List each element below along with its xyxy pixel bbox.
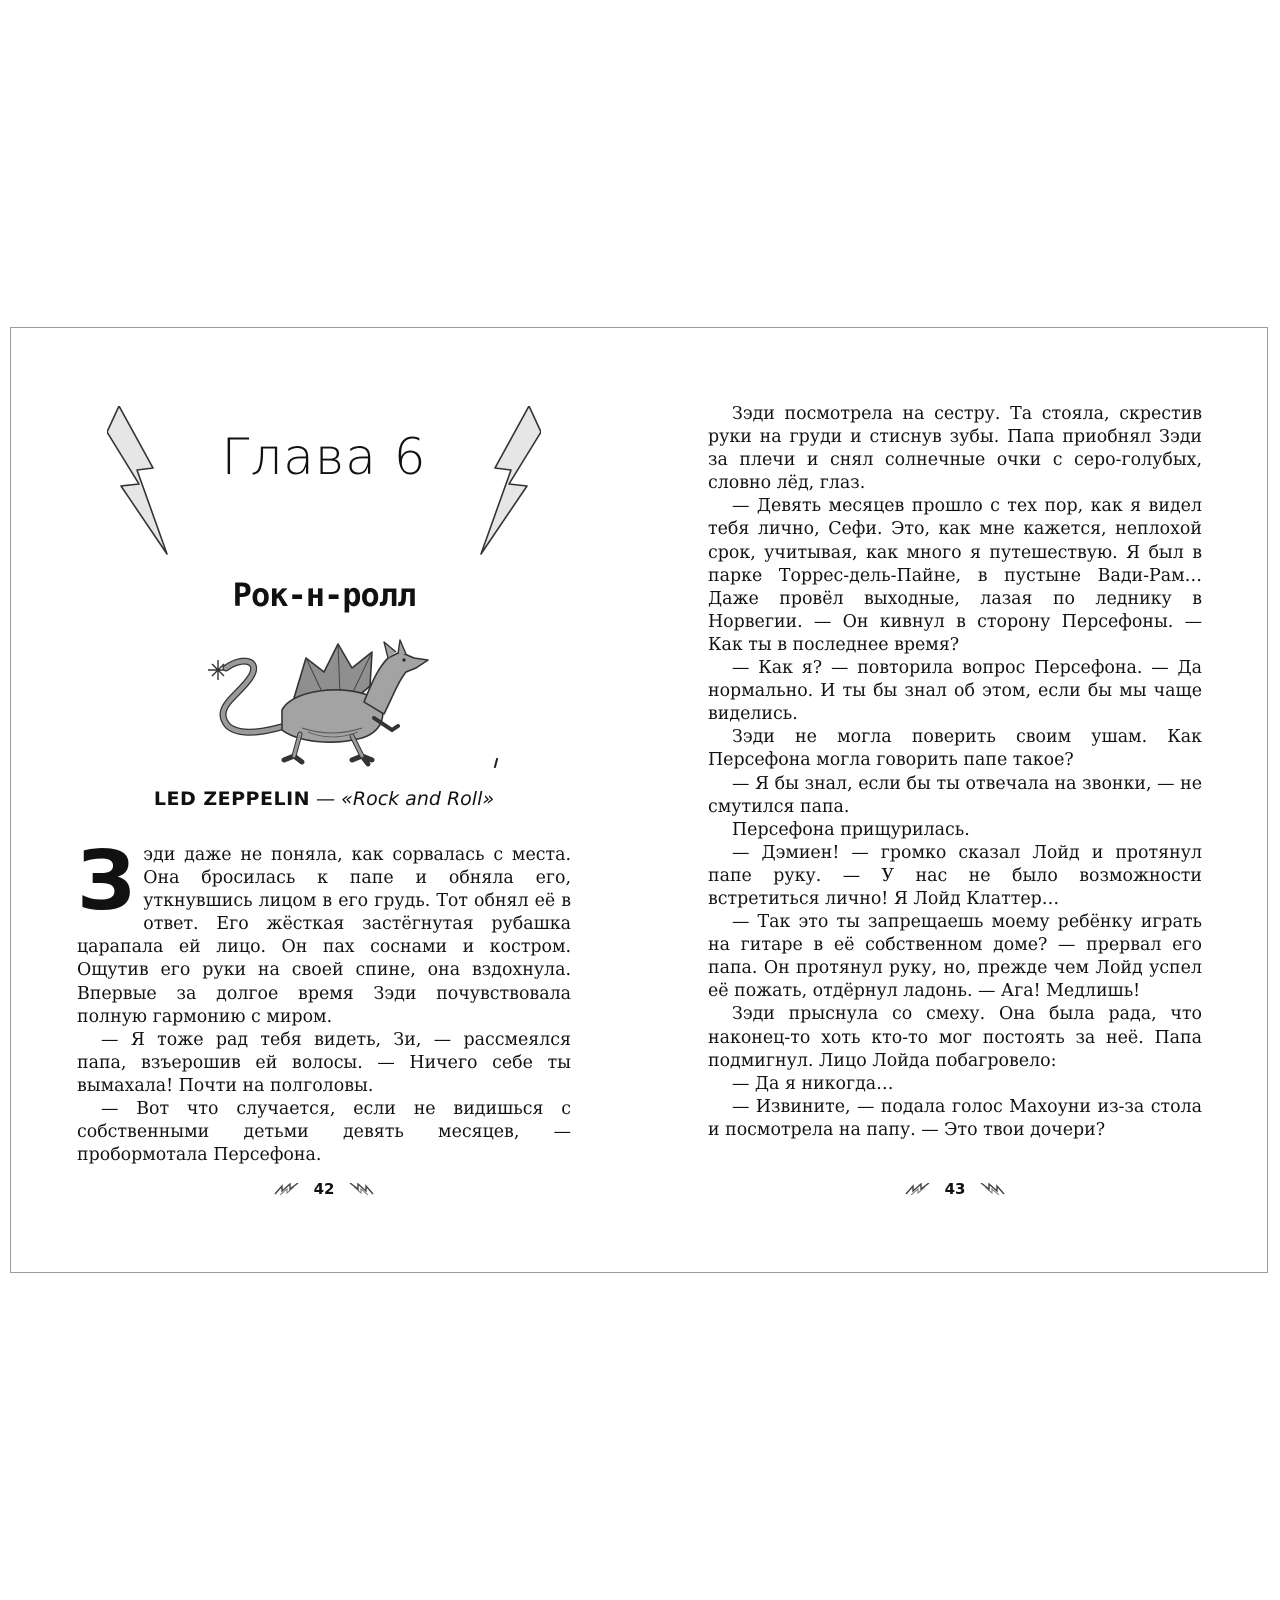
paragraph: — Извините, — подала голос Махоуни из-за стола и посмотрела на папу. — Это твои дочери?: [708, 1096, 1202, 1140]
chapter-title: Глава 6: [221, 428, 427, 486]
paragraph: — Да я никогда…: [732, 1073, 894, 1094]
drop-cap: З: [77, 834, 136, 929]
paragraph: Персефона прищурилась.: [732, 819, 970, 840]
paragraph: — Вот что случается, если не видишься с собственными детьми девять месяцев, — пробормотала Персефона.: [77, 1099, 571, 1166]
zigzag-lightning-icon: [905, 1183, 935, 1195]
paragraph: Зэди прыснула со смеху. Она была рада, что наконец-то хоть кто-то мог постоять за неё. Папа подмигнул. Лицо Лойда побагровело:: [708, 1004, 1202, 1071]
page-footer: [77, 1177, 571, 1201]
paragraph: — Я тоже рад тебя видеть, Зи, — рассмеялся папа, взъерошив ей волосы. — Ничего себе ты вымахала! Почти на полголовы.: [77, 1029, 571, 1096]
epigraph: [77, 788, 571, 810]
chapter-heading: [77, 328, 571, 748]
paragraph: Зэди не могла поверить своим ушам. Как Персефона могла говорить папе такое?: [708, 727, 1202, 771]
book-spread: [10, 327, 1268, 1273]
zigzag-lightning-icon: [344, 1183, 374, 1195]
dragon-illustration: [202, 638, 437, 768]
paragraph: — Как я? — повторила вопрос Персефона. — Да нормально. И ты бы знал об этом, если бы мы чаще виделись.: [708, 658, 1202, 725]
paragraph: — Я бы знал, если бы ты отвечала на звонки, — не смутился папа.: [708, 773, 1202, 817]
right-body-text: [708, 403, 1202, 1142]
paragraph: — Так это ты запрещаешь моему ребёнку играть на гитаре в её собственном доме? — прервал его папа. Он протянул руку, но, прежде чем Лойд успел её пожать, отдёрнул ладонь. — Ага! Медлишь!: [708, 912, 1202, 1002]
epigraph-song: «Rock and Roll»: [341, 788, 495, 810]
paragraph: — Девять месяцев прошло с тех пор, как я видел тебя лично, Сефи. Это, как мне кажется, неплохой срок, учитывая, как много я путешествую. Я был в парке Торрес-дель-Пайне, в пустыне Вади-Рам… Даже провёл выходные, лазая по леднику в Норвегии. — Он кивнул в сторону Персефоны. — Как ты в последнее время?: [708, 496, 1202, 655]
page-number: 43: [944, 1180, 966, 1198]
page-number: 42: [313, 1180, 335, 1198]
page-footer: [708, 1177, 1202, 1201]
decorative-mark: [494, 758, 499, 768]
paragraph: Зэди даже не поняла, как сорвалась с места. Она бросилась к папе и обняла его, уткнувшись лицом в его грудь. Тот обнял её в ответ. Его жёсткая застёгнутая рубашка царапала ей лицо. Он пах соснами и костром. Ощутив его руки на своей спине, она вздохнула. Впервые за долгое время Зэди почувствовала полную гармонию с миром.: [77, 834, 571, 1027]
zigzag-lightning-icon: [975, 1183, 1005, 1195]
zigzag-lightning-icon: [274, 1183, 304, 1195]
epigraph-band: LED ZEPPELIN: [153, 788, 311, 810]
lightning-bolt-icon: [477, 406, 541, 556]
left-page: [77, 328, 571, 1272]
epigraph-separator: —: [310, 788, 342, 810]
paragraph: Зэди посмотрела на сестру. Та стояла, скрестив руки на груди и стиснув зубы. Папа приобнял Зэди за плечи и снял солнечные очки с серо-голубых, словно лёд, глаз.: [708, 404, 1202, 494]
left-body-text: [77, 834, 571, 1167]
right-page: [708, 328, 1202, 1272]
paragraph: — Дэмиен! — громко сказал Лойд и протянул папе руку. — У нас не было возможности встретиться лично! Я Лойд Клаттер…: [708, 842, 1202, 909]
chapter-subtitle: Рок-н-ролл: [232, 576, 416, 614]
